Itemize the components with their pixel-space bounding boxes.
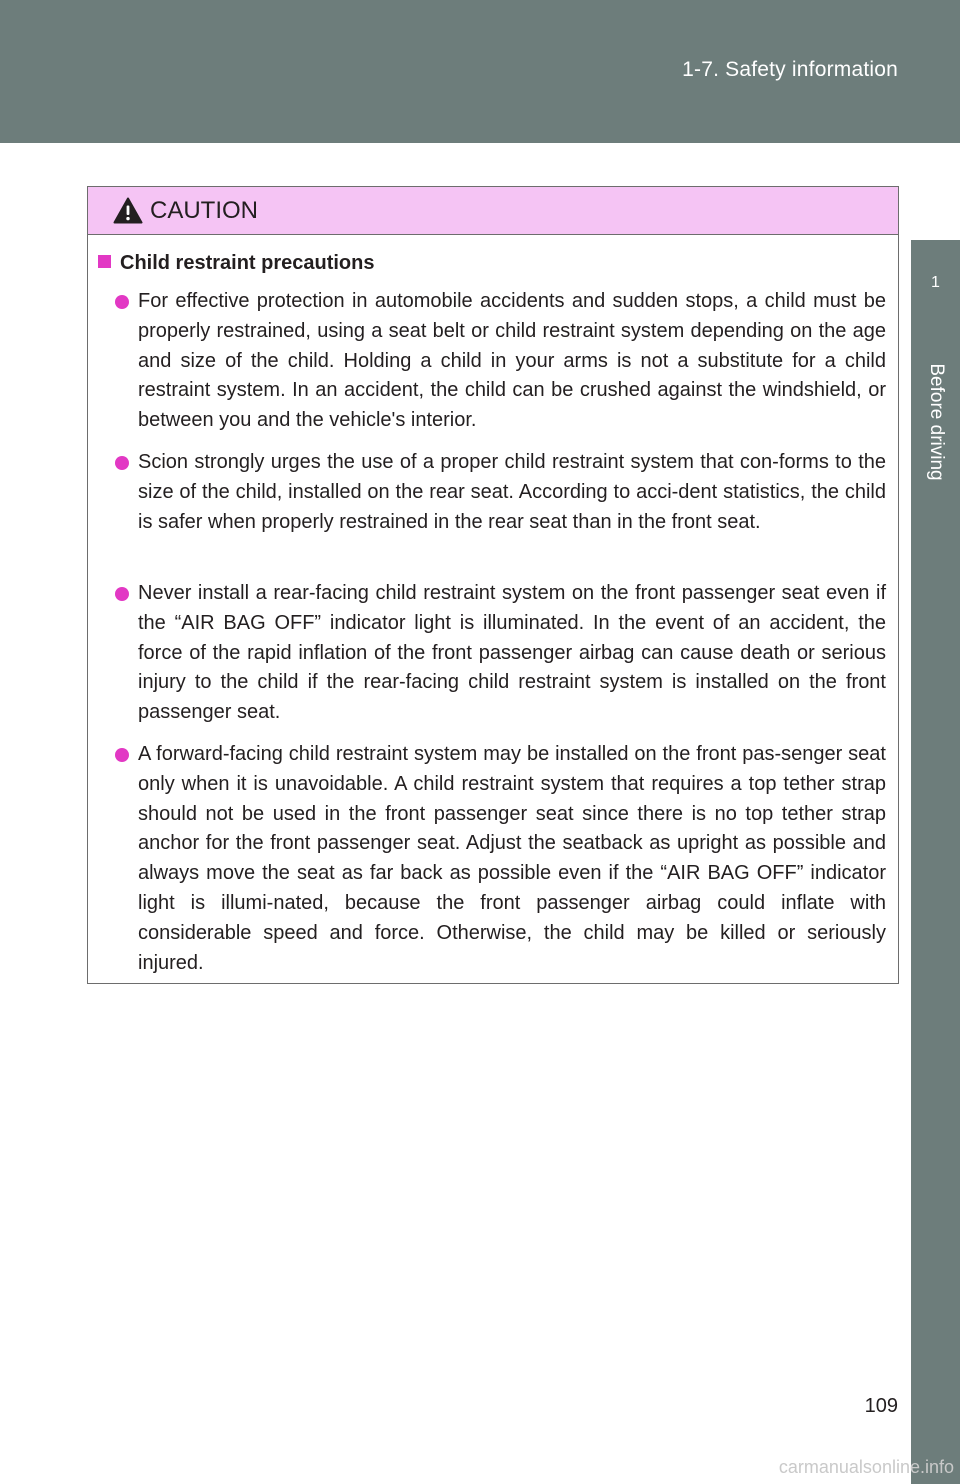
watermark: carmanualsonline.info [778, 1457, 954, 1477]
bullet-text: A forward-facing child restraint system may be installed on the front pas-senger seat only when it is unavoidable. A child restraint system that requires a top tether strap should not be used in the front passenger seat since there is no top tether strap anchor for the front passenger seat. Adjust the seatback as upright as possible and always move the seat as far back as possible even if the “AIR BAG OFF” indicator light is illumi-nated, because the front passenger airbag could inflate with considerable speed and force. Otherwise, the child may be killed or seriously injured. [138, 743, 886, 974]
side-tab-strip [911, 505, 960, 1484]
round-bullet-icon [115, 456, 129, 470]
round-bullet-icon [115, 587, 129, 601]
side-tab-gap [911, 143, 960, 240]
chapter-number: 1 [931, 274, 940, 291]
bullet-text: For effective protection in automobile accidents and sudden stops, a child must be properly restrained, using a seat belt or child restraint system depending on the age and size of the child. Holding a child in your arms is not a substitute for a child restraint system. In an accident, the child can be crushed against the windshield, or between you and the vehicle's interior. [138, 290, 886, 432]
subheading-text: Child restraint precautions [120, 252, 375, 274]
section-title: 1-7. Safety information [682, 58, 898, 81]
bullet-text: Scion strongly urges the use of a proper child restraint system that con-forms to the size of the child, installed on the rear seat. According to acci-dent statistics, the child is safer when properly restrained in the rear seat than in the front seat. [138, 451, 886, 533]
square-bullet-icon [98, 255, 111, 268]
bullet-item [115, 579, 886, 728]
chapter-side-tab [911, 143, 960, 1484]
caution-header [88, 187, 898, 235]
bullet-item [115, 448, 886, 537]
bullet-item [115, 287, 886, 436]
round-bullet-icon [115, 748, 129, 762]
bullet-item [115, 740, 886, 978]
bullet-text: Never install a rear-facing child restraint system on the front passenger seat even if the “AIR BAG OFF” indicator light is illuminated. In the event of an accident, the force of the rapid inflation of the front passenger airbag can cause death or serious injury to the child if the rear-facing child restraint system is installed on the front passenger seat. [138, 582, 886, 724]
round-bullet-icon [115, 295, 129, 309]
caution-box [87, 186, 899, 984]
caution-title: CAUTION [150, 197, 258, 224]
subheading [98, 252, 375, 275]
warning-triangle-icon [113, 197, 143, 224]
page-number: 109 [864, 1395, 898, 1417]
chapter-label: Before driving [926, 363, 947, 481]
